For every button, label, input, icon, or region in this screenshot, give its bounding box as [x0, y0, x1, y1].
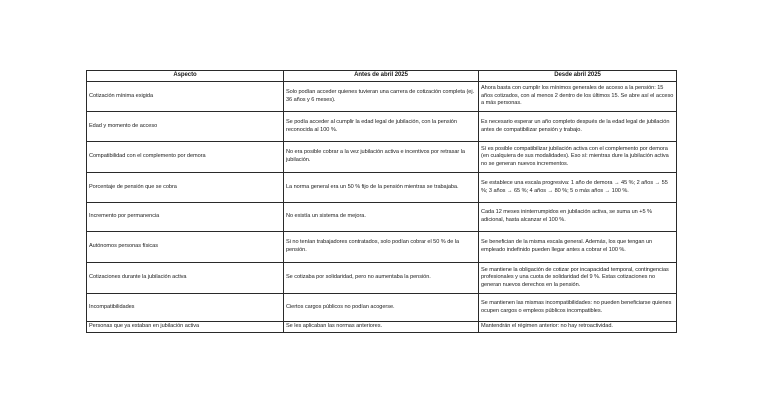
- table-row: [87, 203, 677, 232]
- cell-after: Cada 12 meses ininterrumpidos en jubilación activa, se suma un +5 % adicional, hasta alcanzar el 100 %.: [479, 203, 677, 232]
- cell-aspect: Cotizaciones durante la jubilación activa: [87, 263, 284, 294]
- cell-after: Se benefician de la misma escala general. Además, los que tengan un empleado indefinido pueden llegar antes a cobrar el 100 %.: [479, 232, 677, 263]
- cell-aspect: Incremento por permanencia: [87, 203, 284, 232]
- cell-aspect: Porcentaje de pensión que se cobra: [87, 173, 284, 203]
- cell-after: Se mantienen las mismas incompatibilidades: no pueden beneficiarse quienes ocupen cargos o empleos públicos incompatibles.: [479, 294, 677, 322]
- cell-before: La norma general era un 50 % fijo de la pensión mientras se trabajaba.: [284, 173, 479, 203]
- cell-before: Se les aplicaban las normas anteriores.: [284, 322, 479, 333]
- table-row: [87, 294, 677, 322]
- cell-aspect: Compatibilidad con el complemento por demora: [87, 142, 284, 173]
- cell-after: Mantendrán el régimen anterior: no hay retroactividad.: [479, 322, 677, 333]
- header-desde: Desde abril 2025: [479, 71, 677, 82]
- cell-aspect: Personas que ya estaban en jubilación activa: [87, 322, 284, 333]
- cell-before: Si no tenían trabajadores contratados, solo podían cobrar el 50 % de la pensión.: [284, 232, 479, 263]
- cell-aspect: Cotización mínima exigida: [87, 82, 284, 112]
- table-row: [87, 112, 677, 142]
- cell-before: Ciertos cargos públicos no podían acogerse.: [284, 294, 479, 322]
- table-row: [87, 82, 677, 112]
- table-row: [87, 232, 677, 263]
- cell-aspect: Autónomos personas físicas: [87, 232, 284, 263]
- cell-after: Se establece una escala progresiva: 1 año de demora → 45 %; 2 años → 55 %; 3 años → 65 %; 4 años → 80 %; 5 o más años → 100 %.: [479, 173, 677, 203]
- cell-aspect: Edad y momento de acceso: [87, 112, 284, 142]
- cell-after: Es necesario esperar un año completo después de la edad legal de jubilación antes de compatibilizar pensión y trabajo.: [479, 112, 677, 142]
- cell-before: Se podía acceder al cumplir la edad legal de jubilación, con la pensión reconocida al 100 %.: [284, 112, 479, 142]
- cell-after: Sí es posible compatibilizar jubilación activa con el complemento por demora (en cualquiera de sus modalidades). Eso sí: mientras dure la jubilación activa no se generan nuevos incrementos.: [479, 142, 677, 173]
- table-row: [87, 142, 677, 173]
- table-row: [87, 322, 677, 333]
- table-row: [87, 263, 677, 294]
- table-row: [87, 173, 677, 203]
- cell-before: Solo podían acceder quienes tuvieran una carrera de cotización completa (ej. 36 años y 6 meses).: [284, 82, 479, 112]
- cell-after: Ahora basta con cumplir los mínimos generales de acceso a la pensión: 15 años cotizados, con al menos 2 dentro de los últimos 15. Se abre así el acceso a más personas.: [479, 82, 677, 112]
- header-aspecto: Aspecto: [87, 71, 284, 82]
- cell-before: Se cotizaba por solidaridad, pero no aumentaba la pensión.: [284, 263, 479, 294]
- comparison-table: [86, 70, 677, 333]
- cell-aspect: Incompatibilidades: [87, 294, 284, 322]
- cell-before: No era posible cobrar a la vez jubilación activa e incentivos por retrasar la jubilación.: [284, 142, 479, 173]
- cell-before: No existía un sistema de mejora.: [284, 203, 479, 232]
- table-header-row: [87, 71, 677, 82]
- cell-after: Se mantiene la obligación de cotizar por incapacidad temporal, contingencias profesionales y una cuota de solidaridad del 9 %. Estas cotizaciones no generan nuevos derechos en la pensión.: [479, 263, 677, 294]
- header-antes: Antes de abril 2025: [284, 71, 479, 82]
